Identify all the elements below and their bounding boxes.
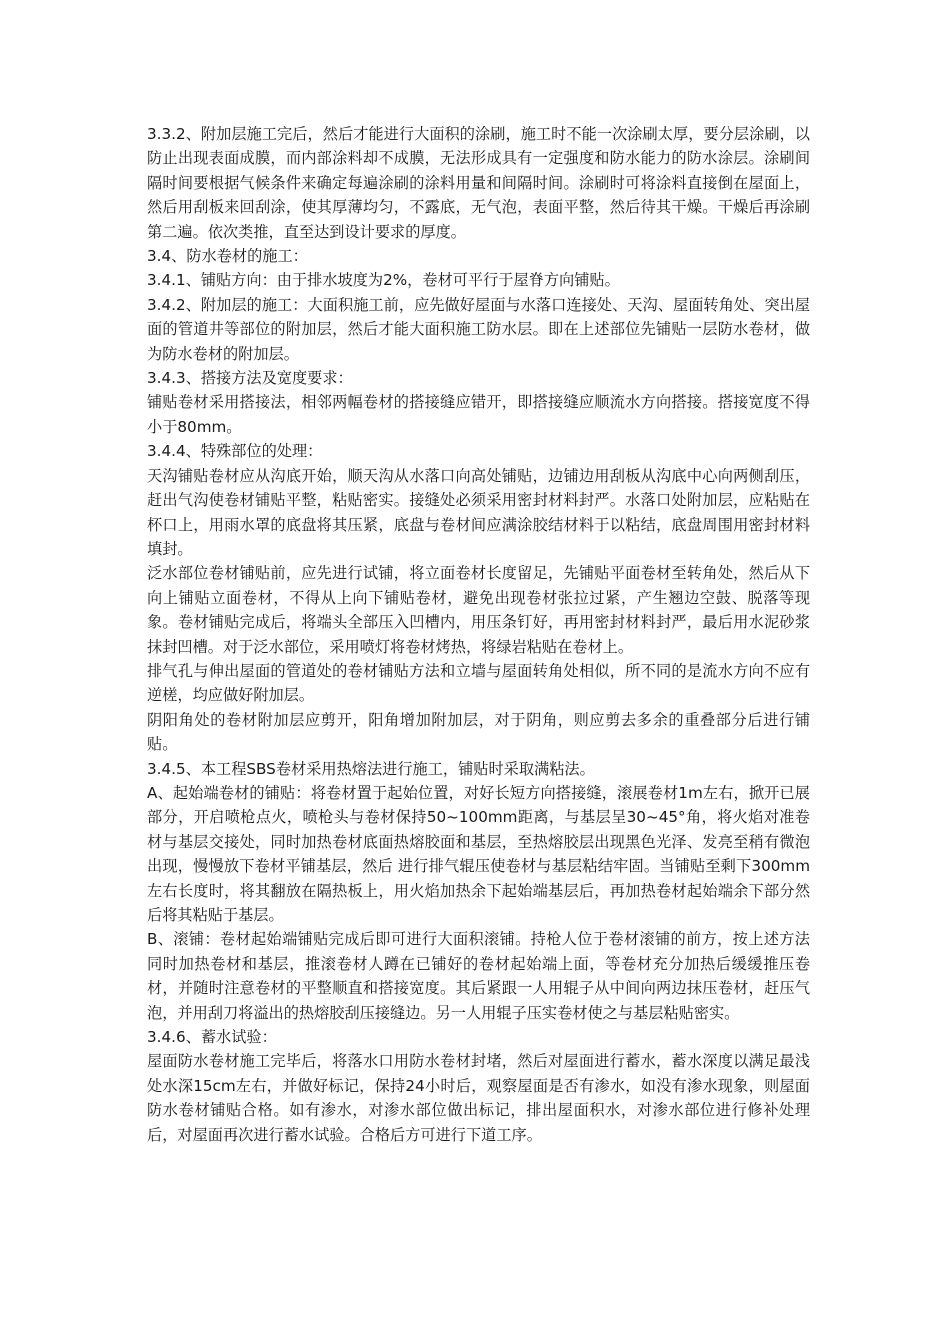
paragraph-flashing: 泛水部位卷材铺贴前，应先进行试铺，将立面卷材长度留足，先铺贴平面卷材至转角处，然后从下向上铺贴立面卷材，不得从上向下铺贴卷材，避免出现卷材张拉过紧，产生翘边空鼓、脱落等现象。卷材铺贴完成后，将端头全部压入凹槽内，用压条钉好，再用密封材料封严，最后用水泥砂浆抹封凹槽。对于泛水部位，采用喷灯将卷材烤热，将绿岩粘贴在卷材上。 bbox=[147, 564, 810, 656]
paragraph-overlap-width: 铺贴卷材采用搭接法，相邻两幅卷材的搭接缝应错开，即搭接缝应顺流水方向搭接。搭接宽度不得小于80mm。 bbox=[147, 393, 810, 436]
heading-3-4-4-special-parts: 3.4.4、特殊部位的处理： bbox=[147, 442, 323, 461]
paragraph-3-3-2-coating: 3.3.2、附加层施工完后，然后才能进行大面积的涂刷，施工时不能一次涂刷太厚，要分层涂刷，以防止出现表面成膜，而内部涂料却不成膜，无法形成具有一定强度和防水能力的防水涂层。涂刷间隔时间要根据气候条件来确定每遍涂刷的涂料用量和间隔时间。涂刷时可将涂料直接倒在屋面上，然后用刮板来回刮涂，使其厚薄均匀，不露底，无气泡，表面平整，然后待其干燥。干燥后再涂刷第二遍。依次类推，直至达到设计要求的厚度。 bbox=[147, 125, 810, 241]
heading-3-4-membrane-construction: 3.4、防水卷材的施工： bbox=[147, 247, 308, 266]
paragraph-3-4-2-additional-layer: 3.4.2、附加层的施工：大面积施工前，应先做好屋面与水落口连接处、天沟、屋面转角处、突出屋面的管道井等部位的附加层，然后才能大面积施工防水层。即在上述部位先铺贴一层防水卷材，做为防水卷材的附加层。 bbox=[147, 295, 810, 363]
paragraph-3-4-1-direction: 3.4.1、铺贴方向：由于排水坡度为2%，卷材可平行于屋脊方向铺贴。 bbox=[147, 271, 620, 290]
document-body bbox=[147, 122, 810, 1147]
paragraph-a-start-end: A、起始端卷材的铺贴：将卷材置于起始位置，对好长短方向搭接缝，滚展卷材1m左右，掀开已展部分，开启喷枪点火，喷枪头与卷材保持50~100mm距离，与基层呈30~45°角，将火焰对准卷材与基层交接处，同时加热卷材底面热熔胶面和基层，至热熔胶层出现黑色光泽、发亮至稍有微泡出现，慢慢放下卷材平铺基层，然后 进行排气辊压使卷材与基层粘结牢固。当铺贴至剩下300mm左右长度时，将其翻放在隔热板上，用火焰加热余下起始端基层后，再加热卷材起始端余下部分然后将其粘贴于基层。 bbox=[147, 783, 810, 924]
paragraph-3-4-5-hot-melt: 3.4.5、本工程SBS卷材采用热熔法进行施工，铺贴时采取满粘法。 bbox=[147, 759, 595, 778]
paragraph-corners: 阴阳角处的卷材附加层应剪开，阳角增加附加层，对于阴角，则应剪去多余的重叠部分后进行铺贴。 bbox=[147, 710, 810, 754]
paragraph-water-test: 屋面防水卷材施工完毕后，将落水口用防水卷材封堵，然后对屋面进行蓄水，蓄水深度以满足最浅处水深15cm左右，并做好标记，保持24小时后，观察屋面是否有渗水，如没有渗水现象，则屋面防水卷材铺贴合格。如有渗水，对渗水部位做出标记，排出屋面积水，对渗水部位进行修补处理后，对屋面再次进行蓄水试验。合格后方可进行下道工序。 bbox=[147, 1052, 810, 1144]
paragraph-vent-pipes: 排气孔与伸出屋面的管道处的卷材铺贴方法和立墙与屋面转角处相似，所不同的是流水方向不应有逆槎，均应做好附加层。 bbox=[147, 661, 810, 705]
paragraph-b-rolling: B、滚铺：卷材起始端铺贴完成后即可进行大面积滚铺。持枪人位于卷材滚铺的前方，按上述方法同时加热卷材和基层，推滚卷材人蹲在已铺好的卷材起始端上面，等卷材充分加热后缓缓推压卷材，并随时注意卷材的平整顺直和搭接宽度。其后紧跟一人用辊子从中间向两边抹压卷材，赶压气泡，并用刮刀将溢出的热熔胶刮压接缝边。另一人用辊子压实卷材使之与基层粘贴密实。 bbox=[147, 930, 810, 1022]
heading-3-4-3-overlap-method: 3.4.3、搭接方法及宽度要求： bbox=[147, 369, 353, 388]
heading-3-4-6-water-test: 3.4.6、蓄水试验： bbox=[147, 1028, 277, 1047]
paragraph-gutter: 天沟铺贴卷材应从沟底开始，顺天沟从水落口向高处铺贴，边铺边用刮板从沟底中心向两侧刮压，赶出气沟使卷材铺贴平整，粘贴密实。接缝处必须采用密封材料封严。水落口处附加层，应粘贴在杯口上，用雨水罩的底盘将其压紧，底盘与卷材间应满涂胶结材料于以粘结，底盘周围用密封材料填封。 bbox=[147, 466, 810, 558]
